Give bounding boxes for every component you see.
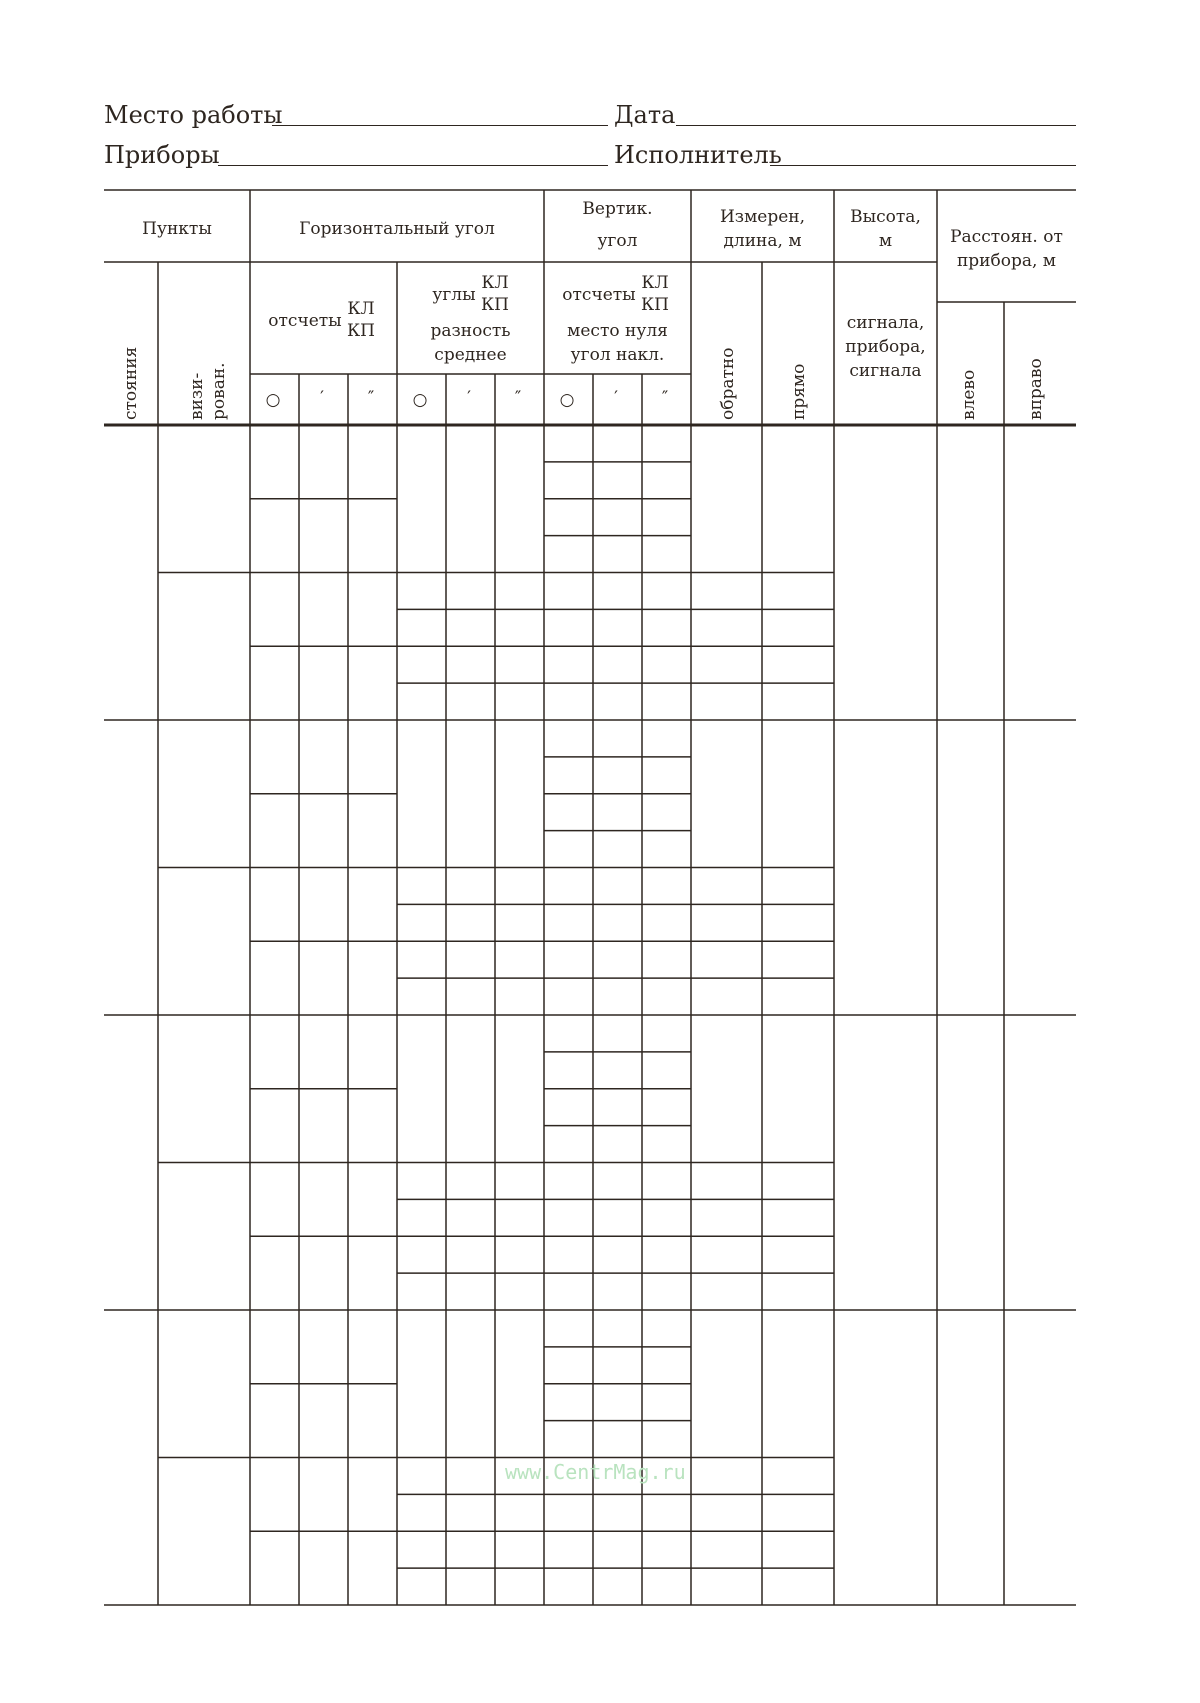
v-kl-label: КЛ — [641, 273, 669, 293]
h-sec-symbol: ″ — [367, 388, 375, 408]
col-points-header: Пункты — [142, 219, 212, 239]
col-height-header-l2: м — [878, 231, 893, 251]
right-label: вправо — [1026, 358, 1046, 420]
col-distance-header-l1: Расстоян. от — [950, 227, 1063, 247]
height-detail-l3: сигнала — [849, 361, 922, 381]
v-readings-label: отсчеты — [562, 285, 636, 305]
a-deg-symbol: ○ — [412, 390, 428, 410]
backward-label: обратно — [718, 347, 738, 420]
forward-label: прямо — [789, 363, 809, 420]
v-sec-symbol: ″ — [661, 388, 669, 408]
col-measured-length-header-l2: длина, м — [723, 231, 802, 251]
v-deg-symbol: ○ — [559, 390, 575, 410]
col-vertical-angle-header-l1: Вертик. — [582, 199, 653, 219]
incline-angle-label: угол накл. — [570, 345, 665, 365]
station-label: стояния — [121, 346, 141, 420]
angles-kl-label: КЛ — [481, 273, 509, 293]
v-min-symbol: ′ — [614, 388, 618, 408]
col-distance-header-l2: прибора, м — [956, 251, 1057, 271]
watermark: www.CentrMag.ru — [505, 1460, 686, 1484]
zero-place-label: место нуля — [567, 321, 668, 341]
workplace-label: Место работы — [104, 101, 283, 129]
h-readings-label: отсчеты — [268, 311, 342, 331]
instruments-label: Приборы — [104, 141, 220, 169]
angles-label: углы — [432, 285, 476, 305]
sighted-label-l2: рован. — [209, 362, 229, 420]
h-min-symbol: ′ — [320, 388, 324, 408]
angles-kp-label: КП — [481, 295, 509, 315]
executor-label: Исполнитель — [614, 141, 782, 169]
left-label: влево — [959, 369, 979, 420]
h-kl-label: КЛ — [347, 299, 375, 319]
v-kp-label: КП — [641, 295, 669, 315]
mean-label: среднее — [434, 345, 507, 365]
col-horizontal-angle-header: Горизонтальный угол — [299, 219, 495, 239]
height-detail-l2: прибора, — [845, 337, 926, 357]
col-height-header-l1: Высота, — [850, 207, 921, 227]
h-kp-label: КП — [347, 321, 375, 341]
h-deg-symbol: ○ — [265, 390, 281, 410]
col-measured-length-header-l1: Измерен, — [719, 207, 806, 227]
date-label: Дата — [614, 101, 676, 129]
col-vertical-angle-header-l2: угол — [597, 231, 638, 251]
sighted-label-l1: визи- — [187, 372, 207, 420]
a-sec-symbol: ″ — [514, 388, 522, 408]
height-detail-l1: сигнала, — [846, 313, 925, 333]
a-min-symbol: ′ — [467, 388, 471, 408]
difference-label: разность — [430, 321, 511, 341]
